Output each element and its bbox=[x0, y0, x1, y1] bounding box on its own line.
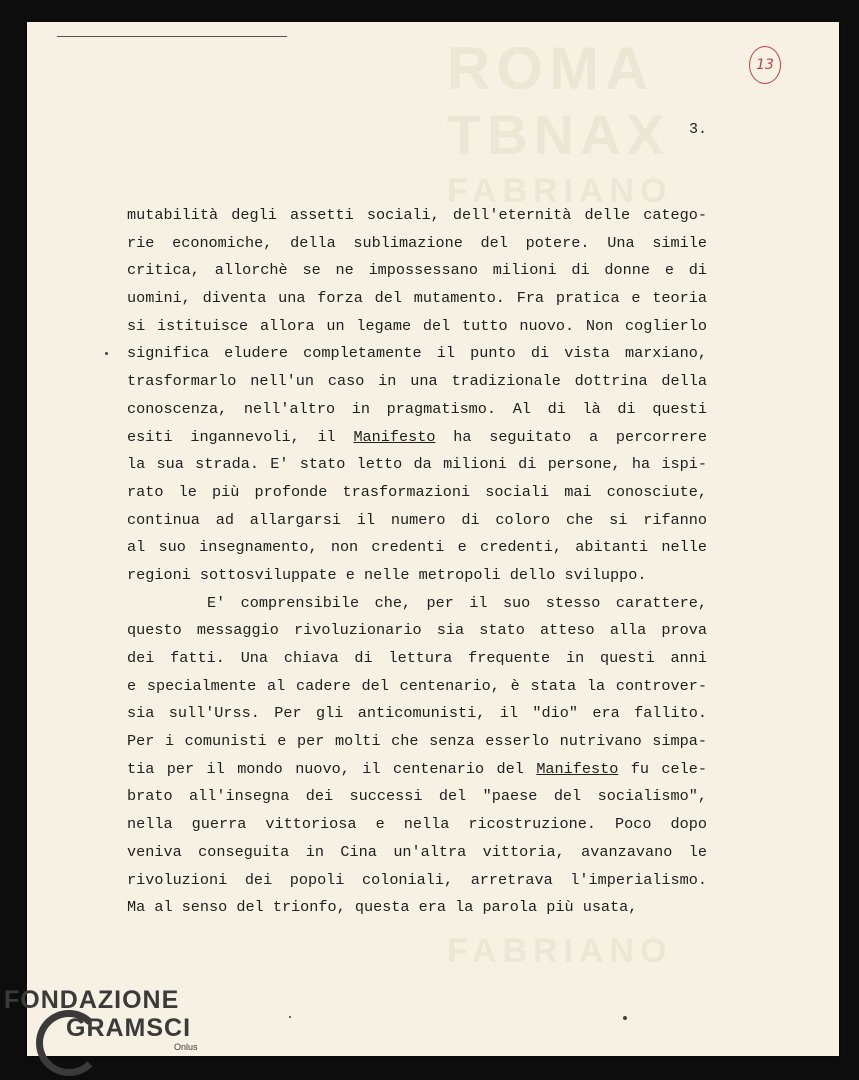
watermark-fabriano-top: FABRIANO bbox=[447, 172, 673, 210]
text-segment: trasformarlo nell'un caso in una tradizionale dottrina della bbox=[127, 372, 707, 391]
text-line bbox=[127, 368, 707, 396]
page-number: 3. bbox=[689, 121, 708, 138]
text-segment: sia sull'Urss. Per gli anticomunisti, il "dio" era fallito. bbox=[127, 704, 707, 723]
stray-mark bbox=[289, 1016, 291, 1018]
watermark-roma: ROMA bbox=[447, 35, 655, 102]
text-line bbox=[127, 340, 707, 368]
text-line bbox=[127, 202, 707, 230]
logo-line-3: Onlus bbox=[174, 1042, 198, 1052]
text-segment: E' comprensibile che, per il suo stesso carattere, bbox=[207, 593, 707, 612]
text-segment: brato all'insegna dei successi del "paese del socialismo", bbox=[127, 787, 707, 806]
text-line bbox=[127, 534, 707, 562]
text-line bbox=[127, 285, 707, 313]
text-line bbox=[127, 396, 707, 424]
text-segment: e specialmente al cadere del centenario, è stata la controver- bbox=[127, 676, 707, 695]
text-segment: significa eludere completamente il punto di vista marxiano, bbox=[127, 344, 707, 363]
text-line bbox=[127, 728, 707, 756]
text-segment: rivoluzioni dei popoli coloniali, arretrava l'imperialismo. bbox=[127, 870, 707, 889]
text-segment: conoscenza, nell'altro in pragmatismo. Al di là di questi bbox=[127, 399, 707, 418]
text-segment: continua ad allargarsi il numero di coloro che si rifanno bbox=[127, 510, 707, 529]
text-line bbox=[127, 756, 707, 784]
text-segment: uomini, diventa una forza del mutamento. Fra pratica e teoria bbox=[127, 289, 707, 308]
archive-number: 13 bbox=[749, 46, 781, 84]
fondazione-gramsci-logo bbox=[4, 986, 198, 1052]
text-segment: esiti ingannevoli, il bbox=[127, 427, 354, 446]
stray-mark bbox=[623, 1016, 627, 1020]
logo-line-2: GRAMSCI bbox=[66, 1014, 192, 1042]
text-line bbox=[127, 673, 707, 701]
text-segment: rato le più profonde trasformazioni sociali mai conosciute, bbox=[127, 482, 707, 501]
text-line bbox=[127, 700, 707, 728]
text-line bbox=[127, 562, 707, 590]
text-segment: regioni sottosviluppate e nelle metropoli dello sviluppo. bbox=[127, 565, 647, 584]
text-line bbox=[127, 617, 707, 645]
text-segment: dei fatti. Una chiava di lettura frequente in questi anni bbox=[127, 649, 707, 667]
text-line bbox=[127, 811, 707, 839]
text-line bbox=[127, 894, 707, 922]
text-segment: si istituisce allora un legame del tutto nuovo. Non coglierlo bbox=[127, 316, 707, 335]
logo-line-1: FONDAZIONE bbox=[4, 986, 180, 1014]
text-line bbox=[127, 230, 707, 258]
text-line bbox=[127, 479, 707, 507]
watermark-tbnax: TBNAX bbox=[447, 103, 670, 166]
text-line bbox=[127, 645, 707, 673]
watermark-fabriano-bottom: FABRIANO bbox=[447, 932, 673, 970]
text-line bbox=[127, 839, 707, 867]
text-segment: veniva conseguita in Cina un'altra vittoria, avanzavano le bbox=[127, 842, 707, 861]
text-segment: critica, allorchè se ne impossessano milioni di donne e di bbox=[127, 261, 707, 280]
text-segment: questo messaggio rivoluzionario sia stato atteso alla prova bbox=[127, 621, 707, 640]
text-line bbox=[127, 451, 707, 479]
text-segment: la sua strada. E' stato letto da milioni di persone, ha ispi- bbox=[127, 455, 707, 474]
underlined-title: Manifesto bbox=[536, 759, 619, 778]
text-line bbox=[127, 783, 707, 811]
text-segment: Per i comunisti e per molti che senza esserlo nutrivano simpa- bbox=[127, 732, 707, 751]
stray-mark bbox=[105, 352, 108, 355]
text-line bbox=[127, 257, 707, 285]
text-line bbox=[127, 507, 707, 535]
text-segment: fu cele- bbox=[618, 759, 707, 778]
text-line bbox=[127, 590, 707, 618]
text-segment: rie economiche, della sublimazione del potere. Una simile bbox=[127, 233, 707, 252]
text-segment: mutabilità degli assetti sociali, dell'eternità delle catego- bbox=[127, 206, 707, 224]
text-segment: Ma al senso del trionfo, questa era la parola più usata, bbox=[127, 898, 638, 917]
text-segment: ha seguitato a percorrere bbox=[435, 427, 707, 446]
text-segment: al suo insegnamento, non credenti e credenti, abitanti nelle bbox=[127, 538, 707, 557]
text-segment: nella guerra vittoriosa e nella ricostruzione. Poco dopo bbox=[127, 815, 707, 834]
document-page bbox=[27, 22, 839, 1056]
top-rule bbox=[57, 36, 287, 37]
underlined-title: Manifesto bbox=[353, 427, 436, 446]
text-segment: tia per il mondo nuovo, il centenario del bbox=[127, 759, 537, 778]
text-line bbox=[127, 313, 707, 341]
body-text bbox=[127, 202, 707, 922]
text-line bbox=[127, 867, 707, 895]
text-line bbox=[127, 424, 707, 452]
